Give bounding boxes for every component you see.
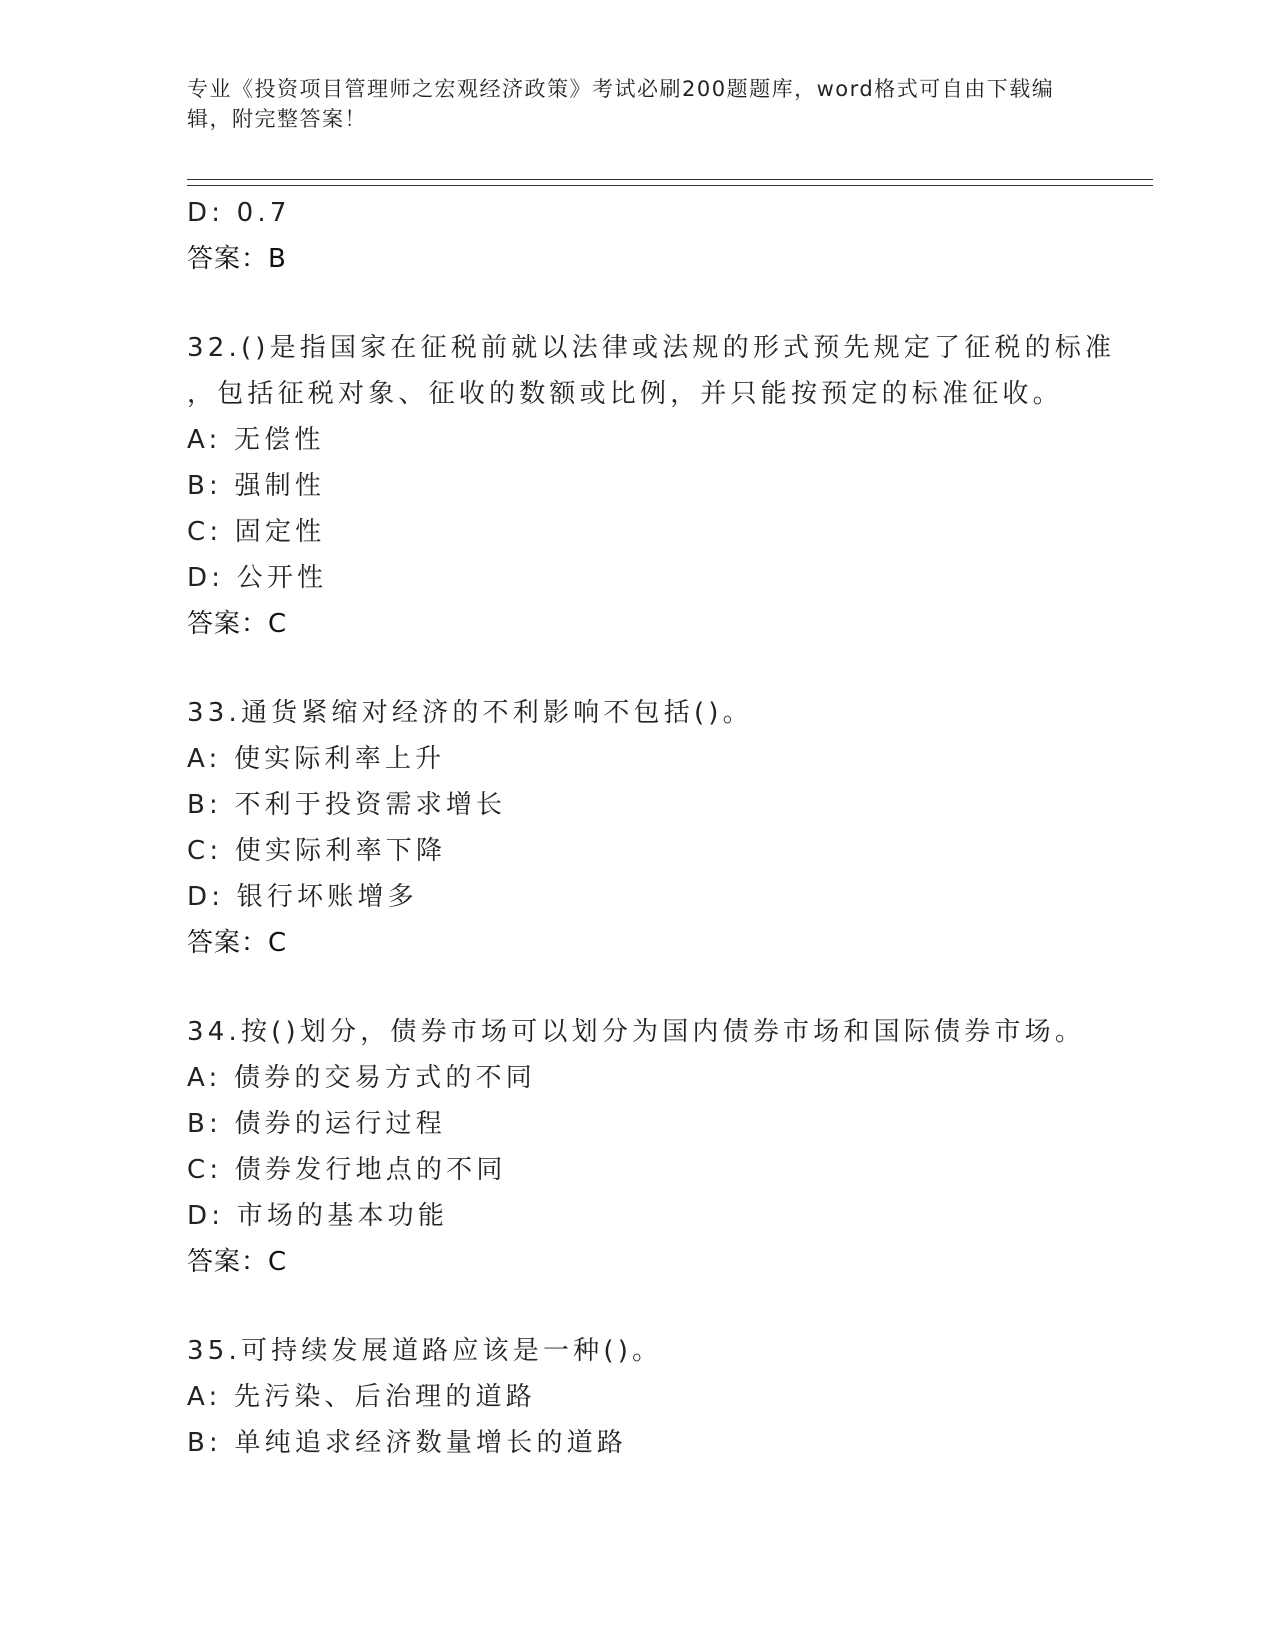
option-a: A: 债券的交易方式的不同 — [187, 1063, 536, 1093]
spacer — [187, 966, 1147, 1009]
document-body — [187, 190, 1147, 1466]
option-c: C: 固定性 — [187, 517, 326, 547]
option-d: D: 公开性 — [187, 563, 328, 593]
question-stem-line: 35.可持续发展道路应该是一种()。 — [187, 1336, 663, 1366]
question-stem-line: ，包括征税对象、征收的数额或比例，并只能按预定的标准征收。 — [187, 379, 1063, 409]
option-d: D: 0.7 — [187, 198, 291, 228]
spacer — [187, 282, 1147, 325]
question-35 — [187, 1328, 1147, 1466]
question-32 — [187, 325, 1147, 647]
option-b: B: 不利于投资需求增长 — [187, 790, 507, 820]
spacer — [187, 1285, 1147, 1328]
question-34 — [187, 1009, 1147, 1285]
option-a: A: 先污染、后治理的道路 — [187, 1382, 536, 1412]
spacer — [187, 647, 1147, 690]
page-header-title: 专业《投资项目管理师之宏观经济政策》考试必刷200题题库，word格式可自由下载编辑，附完整答案！ — [187, 77, 1055, 131]
answer-line: 答案：B — [187, 244, 287, 274]
option-c: C: 债券发行地点的不同 — [187, 1155, 507, 1185]
option-b: B: 强制性 — [187, 471, 326, 501]
answer-line: 答案：C — [187, 928, 288, 958]
option-d: D: 银行坏账增多 — [187, 882, 418, 912]
option-a: A: 使实际利率上升 — [187, 744, 446, 774]
header-double-rule — [187, 179, 1153, 186]
option-b: B: 单纯追求经济数量增长的道路 — [187, 1428, 628, 1458]
question-33 — [187, 690, 1147, 966]
option-b: B: 债券的运行过程 — [187, 1109, 446, 1139]
option-c: C: 使实际利率下降 — [187, 836, 447, 866]
question-stem-line: 32.()是指国家在征税前就以法律或法规的形式预先规定了征税的标准 — [187, 333, 1116, 363]
option-d: D: 市场的基本功能 — [187, 1201, 449, 1231]
question-stem-line: 34.按()划分，债券市场可以划分为国内债券市场和国际债券市场。 — [187, 1017, 1086, 1047]
option-a: A: 无偿性 — [187, 425, 325, 455]
answer-line: 答案：C — [187, 1247, 288, 1277]
answer-line: 答案：C — [187, 609, 288, 639]
question-stem-line: 33.通货紧缩对经济的不利影响不包括()。 — [187, 698, 753, 728]
